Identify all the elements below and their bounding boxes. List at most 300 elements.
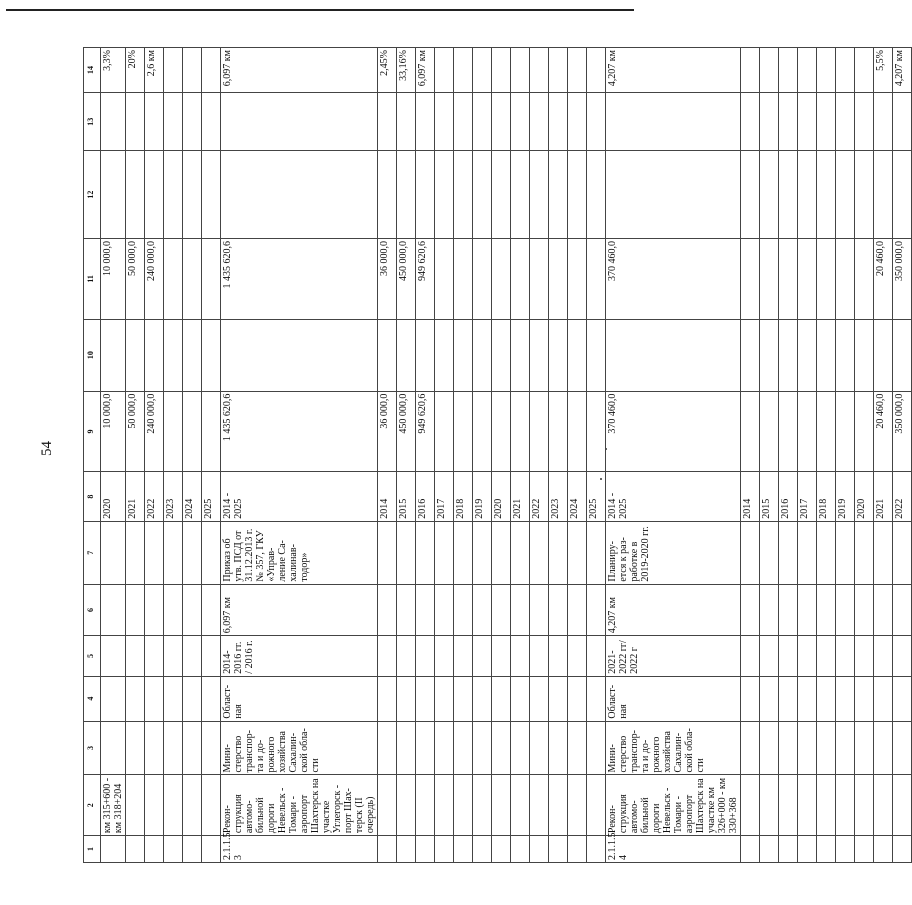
- table-cell: [397, 836, 416, 863]
- table-cell: [893, 721, 912, 775]
- table-cell: [568, 775, 587, 836]
- table-cell: [435, 836, 454, 863]
- table-cell: Приказ об утв. ПСД от 31.12.2013 г. № 357, ГКУ «Управ-ление Са-халинав-тодор»: [221, 521, 378, 584]
- table-cell: [568, 151, 587, 239]
- table-cell: [397, 319, 416, 391]
- table-cell: [221, 151, 378, 239]
- column-number-header: 2: [84, 775, 101, 836]
- table-cell: [511, 521, 530, 584]
- table-row: [202, 48, 221, 863]
- table-cell: [760, 584, 779, 636]
- table-cell: [183, 636, 202, 676]
- table-cell: км 315+600 - км 318+204: [101, 775, 126, 836]
- table-cell: [587, 238, 606, 319]
- table-row: [568, 48, 587, 863]
- table-cell: [126, 836, 145, 863]
- table-cell: [568, 676, 587, 721]
- table-cell: [855, 319, 874, 391]
- table-cell: 2025: [587, 472, 606, 521]
- table-cell: [492, 238, 511, 319]
- table-cell: [836, 636, 855, 676]
- table-cell: [817, 151, 836, 239]
- table-cell: 2020: [492, 472, 511, 521]
- table-cell: [568, 584, 587, 636]
- table-cell: [530, 151, 549, 239]
- table-cell: [492, 48, 511, 93]
- table-cell: [587, 636, 606, 676]
- table-cell: [549, 391, 568, 472]
- table-cell: 240 000,0: [145, 391, 164, 472]
- column-number-header: 14: [84, 48, 101, 93]
- table-cell: [164, 676, 183, 721]
- table-cell: [126, 775, 145, 836]
- table-cell: [779, 584, 798, 636]
- table-cell: [202, 676, 221, 721]
- table-cell: [416, 584, 435, 636]
- table-row: [779, 48, 798, 863]
- table-cell: [101, 636, 126, 676]
- table-cell: [101, 721, 126, 775]
- table-cell: [164, 151, 183, 239]
- table-cell: [836, 238, 855, 319]
- table-cell: [874, 584, 893, 636]
- table-cell: [454, 151, 473, 239]
- table-cell: [817, 391, 836, 472]
- table-cell: 240 000,0: [145, 238, 164, 319]
- table-cell: 450 000,0: [397, 238, 416, 319]
- table-cell: [492, 319, 511, 391]
- table-cell: 2,45%: [378, 48, 397, 93]
- table-cell: 2014-2016 гг. / 2016 г.: [221, 636, 378, 676]
- table-cell: [549, 775, 568, 836]
- table-cell: [202, 521, 221, 584]
- table-cell: [473, 319, 492, 391]
- table-cell: [606, 93, 741, 151]
- table-cell: [145, 93, 164, 151]
- table-cell: [836, 48, 855, 93]
- table-cell: [817, 836, 836, 863]
- table-cell: [397, 584, 416, 636]
- table-cell: [435, 238, 454, 319]
- table-cell: [164, 391, 183, 472]
- table-cell: [779, 721, 798, 775]
- table-cell: 350 000,0: [893, 391, 912, 472]
- table-cell: [511, 721, 530, 775]
- table-cell: 1 435 620,6: [221, 238, 378, 319]
- table-cell: [378, 521, 397, 584]
- table-cell: 2020: [855, 472, 874, 521]
- table-cell: [836, 93, 855, 151]
- table-cell: [378, 584, 397, 636]
- table-cell: [817, 48, 836, 93]
- table-cell: [741, 521, 760, 584]
- table-cell: [202, 391, 221, 472]
- table-cell: [779, 151, 798, 239]
- table-cell: [760, 636, 779, 676]
- table-cell: [183, 319, 202, 391]
- table-cell: [183, 584, 202, 636]
- table-cell: [221, 93, 378, 151]
- page-number: 54: [39, 441, 55, 456]
- table-cell: [435, 48, 454, 93]
- table-cell: [530, 93, 549, 151]
- table-cell: [530, 48, 549, 93]
- table-cell: [454, 238, 473, 319]
- table-cell: [606, 319, 741, 391]
- table-cell: 20 460,0: [874, 391, 893, 472]
- table-cell: Област-ная: [221, 676, 378, 721]
- table-row: [435, 48, 454, 863]
- table-cell: [760, 836, 779, 863]
- table-cell: [202, 151, 221, 239]
- column-number-header: 7: [84, 521, 101, 584]
- table-cell: 2022: [893, 472, 912, 521]
- table-cell: [893, 676, 912, 721]
- table-cell: [855, 676, 874, 721]
- table-cell: [397, 676, 416, 721]
- table-cell: 33,16%: [397, 48, 416, 93]
- table-row: [145, 48, 164, 863]
- table-cell: 20 460,0: [874, 238, 893, 319]
- table-cell: [202, 836, 221, 863]
- table-cell: [202, 721, 221, 775]
- table-cell: [183, 48, 202, 93]
- table-cell: [874, 93, 893, 151]
- column-number-header: 8: [84, 472, 101, 521]
- table-cell: [473, 584, 492, 636]
- table-cell: [798, 584, 817, 636]
- table-row: [164, 48, 183, 863]
- table-cell: [568, 93, 587, 151]
- table-cell: [416, 521, 435, 584]
- table-cell: [855, 584, 874, 636]
- table-cell: [473, 721, 492, 775]
- table-row: [101, 48, 126, 863]
- table-cell: [435, 721, 454, 775]
- header-rule: [6, 9, 634, 11]
- table-cell: [473, 521, 492, 584]
- table-cell: [473, 775, 492, 836]
- table-cell: 4,207 км: [893, 48, 912, 93]
- table-cell: 4,207 км: [606, 48, 741, 93]
- table-cell: [836, 721, 855, 775]
- table-cell: [397, 636, 416, 676]
- table-cell: [378, 93, 397, 151]
- table-cell: [378, 836, 397, 863]
- table-row: [511, 48, 530, 863]
- table-cell: 2023: [164, 472, 183, 521]
- table-cell: [817, 775, 836, 836]
- table-cell: [779, 521, 798, 584]
- table-cell: 2024: [183, 472, 202, 521]
- table-cell: [549, 584, 568, 636]
- table-cell: [836, 391, 855, 472]
- table-cell: 2016: [416, 472, 435, 521]
- table-cell: [855, 238, 874, 319]
- table-cell: [202, 636, 221, 676]
- table-cell: 50 000,0: [126, 238, 145, 319]
- table-cell: [549, 676, 568, 721]
- table-row: [741, 48, 760, 863]
- table-cell: 6,097 км: [221, 48, 378, 93]
- table-cell: Рекон-струкция автомо-бильной дороги Невельск - Томари - аэропорт Шахтерск на участке км 326+000 - км 330+368: [606, 775, 741, 836]
- table-cell: [145, 721, 164, 775]
- table-cell: [473, 636, 492, 676]
- table-cell: [416, 319, 435, 391]
- table-cell: [836, 584, 855, 636]
- column-number-header: 6: [84, 584, 101, 636]
- table-cell: [126, 584, 145, 636]
- table-cell: [164, 775, 183, 836]
- table-cell: [855, 636, 874, 676]
- table-cell: [416, 676, 435, 721]
- table-cell: [760, 521, 779, 584]
- table-cell: 2015: [397, 472, 416, 521]
- table-cell: 4,207 км: [606, 584, 741, 636]
- table-cell: [454, 721, 473, 775]
- table-row: [454, 48, 473, 863]
- table-cell: [145, 584, 164, 636]
- table-cell: [836, 836, 855, 863]
- table-cell: [760, 48, 779, 93]
- table-cell: [126, 151, 145, 239]
- table-row: [416, 48, 435, 863]
- table-cell: [836, 151, 855, 239]
- table-cell: [549, 636, 568, 676]
- table-cell: [779, 319, 798, 391]
- table-cell: [145, 676, 164, 721]
- table-cell: [397, 93, 416, 151]
- table-cell: [202, 238, 221, 319]
- table-cell: [587, 676, 606, 721]
- table-cell: [874, 636, 893, 676]
- table-cell: [454, 48, 473, 93]
- table-cell: [473, 836, 492, 863]
- table-cell: 50 000,0: [126, 391, 145, 472]
- table-cell: [511, 391, 530, 472]
- table-cell: Мини-стерство транспор-та и до-рожного хозяйства Сахалин-ской обла-сти: [606, 721, 741, 775]
- table-cell: [741, 238, 760, 319]
- table-cell: [511, 676, 530, 721]
- table-cell: 6,097 км: [221, 584, 378, 636]
- table-cell: [164, 584, 183, 636]
- table-cell: [893, 584, 912, 636]
- table-cell: [530, 836, 549, 863]
- table-cell: [101, 319, 126, 391]
- table-cell: [530, 319, 549, 391]
- table-cell: [817, 676, 836, 721]
- table-cell: [760, 151, 779, 239]
- table-cell: [164, 48, 183, 93]
- column-number-header: 4: [84, 676, 101, 721]
- table-cell: [530, 636, 549, 676]
- table-cell: [760, 391, 779, 472]
- column-number-header: 3: [84, 721, 101, 775]
- table-cell: [760, 319, 779, 391]
- table-cell: [473, 391, 492, 472]
- table-cell: [568, 836, 587, 863]
- table-cell: [855, 48, 874, 93]
- table-cell: [836, 676, 855, 721]
- table-cell: 2018: [454, 472, 473, 521]
- table-cell: [798, 319, 817, 391]
- table-cell: [145, 836, 164, 863]
- table-cell: [530, 391, 549, 472]
- table-cell: [164, 93, 183, 151]
- table-cell: 10 000,0: [101, 238, 126, 319]
- table-cell: [101, 521, 126, 584]
- table-row: [492, 48, 511, 863]
- table-cell: [530, 584, 549, 636]
- table-cell: [492, 676, 511, 721]
- table-cell: [126, 676, 145, 721]
- table-cell: [798, 521, 817, 584]
- table-cell: [855, 721, 874, 775]
- table-cell: [101, 836, 126, 863]
- table-cell: 2017: [435, 472, 454, 521]
- table-cell: 2023: [549, 472, 568, 521]
- table-cell: 350 000,0: [893, 238, 912, 319]
- table-cell: [530, 238, 549, 319]
- table-cell: [779, 636, 798, 676]
- table-cell: [779, 775, 798, 836]
- table-cell: [202, 319, 221, 391]
- table-cell: [530, 775, 549, 836]
- table-cell: [549, 721, 568, 775]
- table-row: [397, 48, 416, 863]
- table-cell: [893, 836, 912, 863]
- table-cell: [378, 319, 397, 391]
- table-cell: [779, 836, 798, 863]
- table-cell: [397, 721, 416, 775]
- table-cell: [798, 391, 817, 472]
- table-cell: [473, 238, 492, 319]
- table-cell: [454, 391, 473, 472]
- table-cell: 2024: [568, 472, 587, 521]
- table-cell: [183, 521, 202, 584]
- table-cell: 36 000,0: [378, 238, 397, 319]
- table-row: [760, 48, 779, 863]
- table-cell: [587, 521, 606, 584]
- table-cell: [893, 151, 912, 239]
- table-cell: Планиру-ется к раз-работке в 2019-2020 гг.: [606, 521, 741, 584]
- table-cell: [798, 636, 817, 676]
- table-cell: [798, 238, 817, 319]
- table-cell: [397, 521, 416, 584]
- table-cell: [164, 319, 183, 391]
- table-cell: [760, 238, 779, 319]
- table-cell: [511, 151, 530, 239]
- table-cell: [855, 93, 874, 151]
- table-cell: [378, 151, 397, 239]
- table-cell: [416, 636, 435, 676]
- table-cell: [817, 521, 836, 584]
- table-cell: [568, 521, 587, 584]
- table-cell: [164, 721, 183, 775]
- table-cell: [549, 238, 568, 319]
- table-cell: 2014: [378, 472, 397, 521]
- table-cell: [145, 319, 164, 391]
- table-cell: [587, 775, 606, 836]
- table-cell: [874, 721, 893, 775]
- table-cell: [511, 93, 530, 151]
- table-cell: [855, 391, 874, 472]
- table-cell: [202, 48, 221, 93]
- table-row: [855, 48, 874, 863]
- table-cell: [760, 93, 779, 151]
- table-cell: [145, 151, 164, 239]
- table-cell: [511, 636, 530, 676]
- table-cell: 2016: [779, 472, 798, 521]
- table-cell: [435, 151, 454, 239]
- table-cell: [817, 319, 836, 391]
- table-cell: [587, 319, 606, 391]
- table-cell: [741, 721, 760, 775]
- table-cell: [202, 584, 221, 636]
- table-cell: [435, 93, 454, 151]
- table-cell: [741, 636, 760, 676]
- table-cell: [454, 836, 473, 863]
- column-number-header: 12: [84, 151, 101, 239]
- column-number-header: 10: [84, 319, 101, 391]
- table-cell: 370 460,0: [606, 391, 741, 472]
- column-number-header: 1: [84, 836, 101, 863]
- table-cell: [836, 521, 855, 584]
- table-cell: [511, 319, 530, 391]
- table-cell: [568, 391, 587, 472]
- table-cell: [202, 93, 221, 151]
- table-cell: [454, 521, 473, 584]
- table-cell: 2022: [145, 472, 164, 521]
- table-cell: [741, 836, 760, 863]
- table-cell: 20%: [126, 48, 145, 93]
- table-cell: [587, 151, 606, 239]
- table-cell: [435, 775, 454, 836]
- table-cell: [874, 151, 893, 239]
- table-cell: 36 000,0: [378, 391, 397, 472]
- table-row: [798, 48, 817, 863]
- table-cell: [741, 93, 760, 151]
- table-cell: 2.1.1.5 3: [221, 836, 378, 863]
- table-cell: [397, 775, 416, 836]
- table-cell: [164, 836, 183, 863]
- table-cell: [798, 836, 817, 863]
- table-cell: [549, 836, 568, 863]
- table-cell: [779, 48, 798, 93]
- table-cell: 10 000,0: [101, 391, 126, 472]
- table-row: [183, 48, 202, 863]
- table-cell: [435, 319, 454, 391]
- rotated-table-container: [83, 47, 905, 863]
- table-cell: [101, 584, 126, 636]
- table-cell: [549, 93, 568, 151]
- table-cell: [435, 636, 454, 676]
- table-cell: [817, 584, 836, 636]
- table-cell: [568, 238, 587, 319]
- table-cell: [164, 521, 183, 584]
- table-cell: [492, 636, 511, 676]
- table-cell: [549, 151, 568, 239]
- table-cell: [893, 521, 912, 584]
- table-cell: [741, 775, 760, 836]
- table-cell: [435, 676, 454, 721]
- table-cell: [741, 48, 760, 93]
- table-cell: [587, 48, 606, 93]
- table-cell: [492, 151, 511, 239]
- table-cell: [511, 775, 530, 836]
- table-cell: [779, 93, 798, 151]
- table-cell: [779, 238, 798, 319]
